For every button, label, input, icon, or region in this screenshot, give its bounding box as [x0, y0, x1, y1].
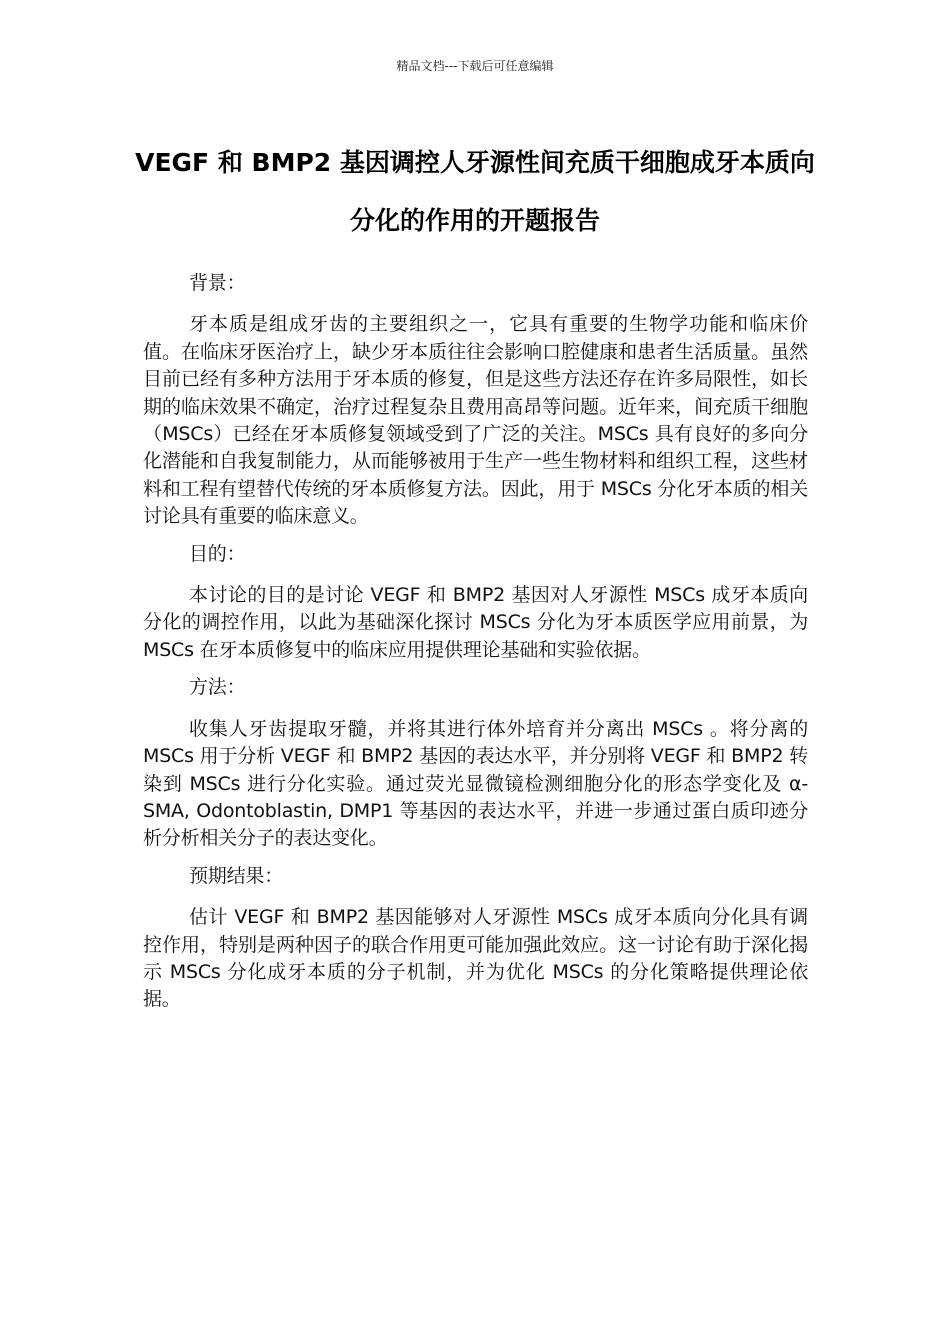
purpose-paragraph: 本讨论的目的是讨论 VEGF 和 BMP2 基因对人牙源性 MSCs 成牙本质向分化的调控作用，以此为基础深化探讨 MSCs 分化为牙本质医学应用前景，为 MSCs 在牙本质修复中的临床应用提供理论基础和实验依据。: [143, 584, 808, 661]
document-title: VEGF 和 BMP2 基因调控人牙源性间充质干细胞成牙本质向分化的作用的开题报告: [135, 148, 815, 235]
background-paragraph: 牙本质是组成牙齿的主要组织之一，它具有重要的生物学功能和临床价值。在临床牙医治疗上，缺少牙本质往往会影响口腔健康和患者生活质量。虽然目前已经有多种方法用于牙本质的修复，但是这些方法还存在许多局限性，如长期的临床效果不确定，治疗过程复杂且费用高昂等问题。近年来，间充质干细胞（MSCs）已经在牙本质修复领域受到了广泛的关注。MSCs 具有良好的多向分化潜能和自我复制能力，从而能够被用于生产一些生物材料和组织工程，这些材料和工程有望替代传统的牙本质修复方法。因此，用于 MSCs 分化牙本质的相关讨论具有重要的临床意义。: [143, 313, 808, 528]
expected-results-paragraph: 估计 VEGF 和 BMP2 基因能够对人牙源性 MSCs 成牙本质向分化具有调控作用，特别是两种因子的联合作用更可能加强此效应。这一讨论有助于深化揭示 MSCs 分化成牙本质的分子机制，并为优化 MSCs 的分化策略提供理论依据。: [143, 906, 808, 1011]
expected-results-heading: 预期结果：: [189, 864, 284, 887]
background-heading: 背景：: [189, 272, 246, 294]
document-body: [143, 270, 808, 1024]
purpose-heading: 目的：: [189, 542, 246, 565]
methods-paragraph: 收集人牙齿提取牙髓，并将其进行体外培育并分离出 MSCs 。将分离的 MSCs 用于分析 VEGF 和 BMP2 基因的表达水平，并分别将 VEGF 和 BMP2 转染到 MSCs 进行分化实验。通过荧光显微镜检测细胞分化的形态学变化及 α-SMA, Odontoblastin, DMP1 等基因的表达水平，并进一步通过蛋白质印迹分析分析相关分子的表达变化。: [143, 717, 808, 850]
header-note: 精品文档---下载后可任意编辑: [396, 59, 554, 73]
methods-heading: 方法：: [189, 676, 246, 699]
